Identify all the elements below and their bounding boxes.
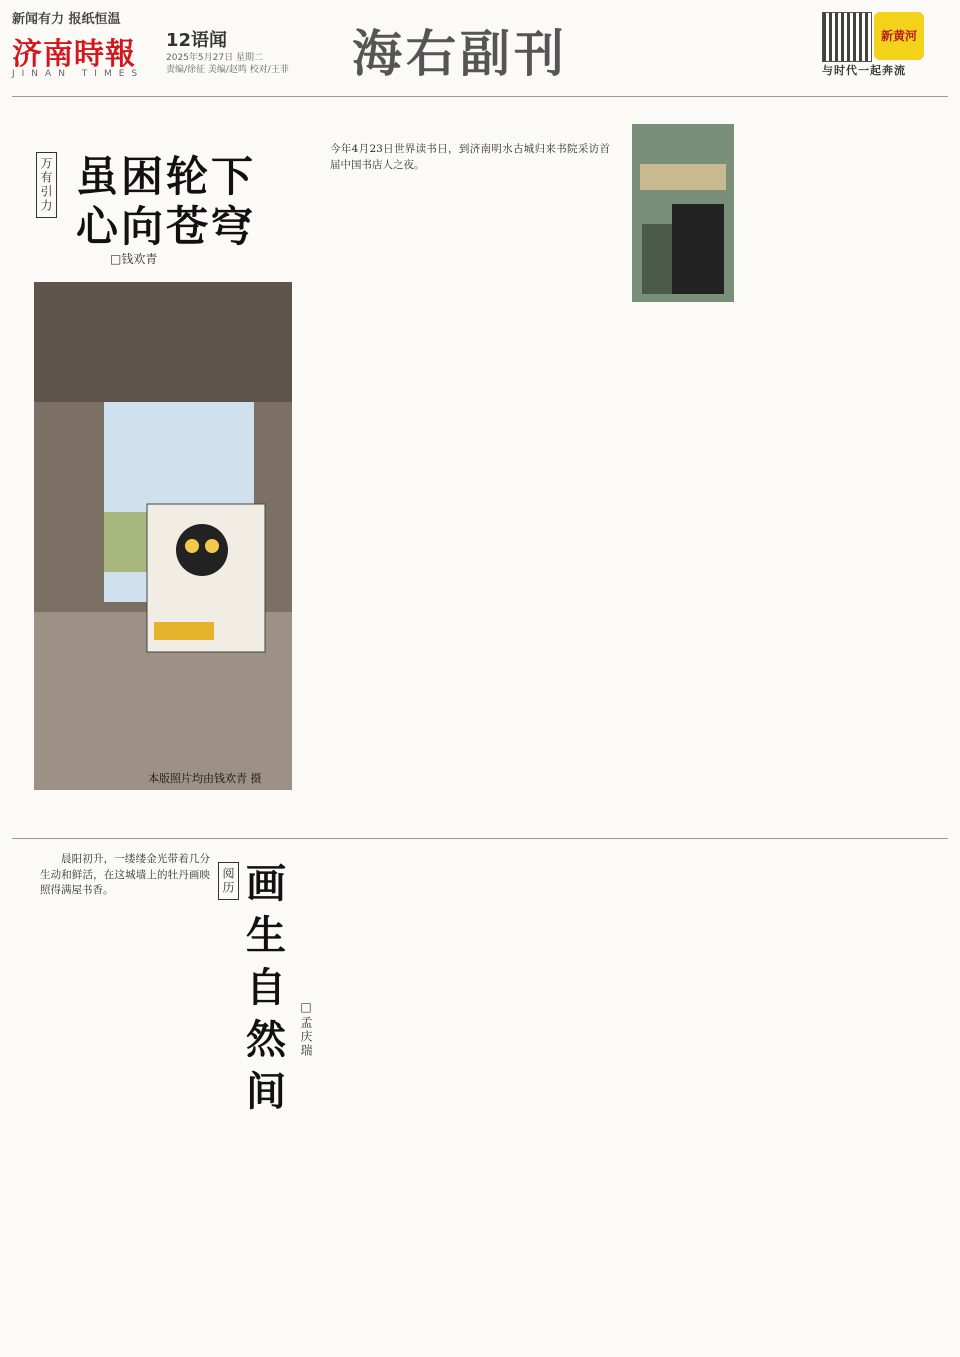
motto: 与时代一起奔流 <box>822 64 906 77</box>
photo-cat-book-in-window <box>34 282 292 790</box>
header-divider <box>12 96 948 97</box>
page-number: 12语闻 <box>166 30 228 51</box>
byline: □孟庆瑞 <box>299 1000 313 1058</box>
page-info <box>166 26 316 76</box>
paragraph: 晨阳初升，一缕缕金光带着几分生动和鲜活，在这城墙上的牡丹画映照得满屋书香。 <box>40 853 210 897</box>
article-title <box>76 152 306 252</box>
column-tag: 万有引力 <box>36 152 57 218</box>
photo-illustration <box>34 282 292 790</box>
column-tag: 阅历 <box>218 862 239 900</box>
brand-english: JINAN TIMES <box>12 69 145 79</box>
section-divider <box>12 838 948 839</box>
brand-name: 济南時報 <box>12 37 136 72</box>
article-title: 画生自然间 <box>246 860 286 1115</box>
title-line: 虽困轮下 <box>76 152 257 201</box>
title-line: 心向苍穹 <box>76 202 257 251</box>
newspaper-logo <box>12 8 160 80</box>
qr-code-icon <box>822 12 872 62</box>
staff-credits: 责编/徐征 美编/赵鸣 校对/王菲 <box>166 65 289 75</box>
article1-column-2 <box>330 142 610 173</box>
byline: □钱欢青 <box>110 252 158 266</box>
photo-caption: 本版照片均由钱欢青 摄 <box>148 772 262 785</box>
paragraph: 今年4月23日世界读书日，到济南明水古城归来书院采访首届中国书店人之夜。 <box>330 143 610 171</box>
photo-bookshop-calendar <box>632 124 734 302</box>
photo-illustration <box>632 124 734 302</box>
xinhuanghe-logo: 新黄河 <box>874 12 924 60</box>
slogan: 新闻有力 报纸恒温 <box>12 12 121 27</box>
supplement-title: 海右副刊 <box>352 25 568 83</box>
article2-column-1 <box>40 852 210 899</box>
issue-date: 2025年5月27日 星期二 <box>166 53 263 63</box>
